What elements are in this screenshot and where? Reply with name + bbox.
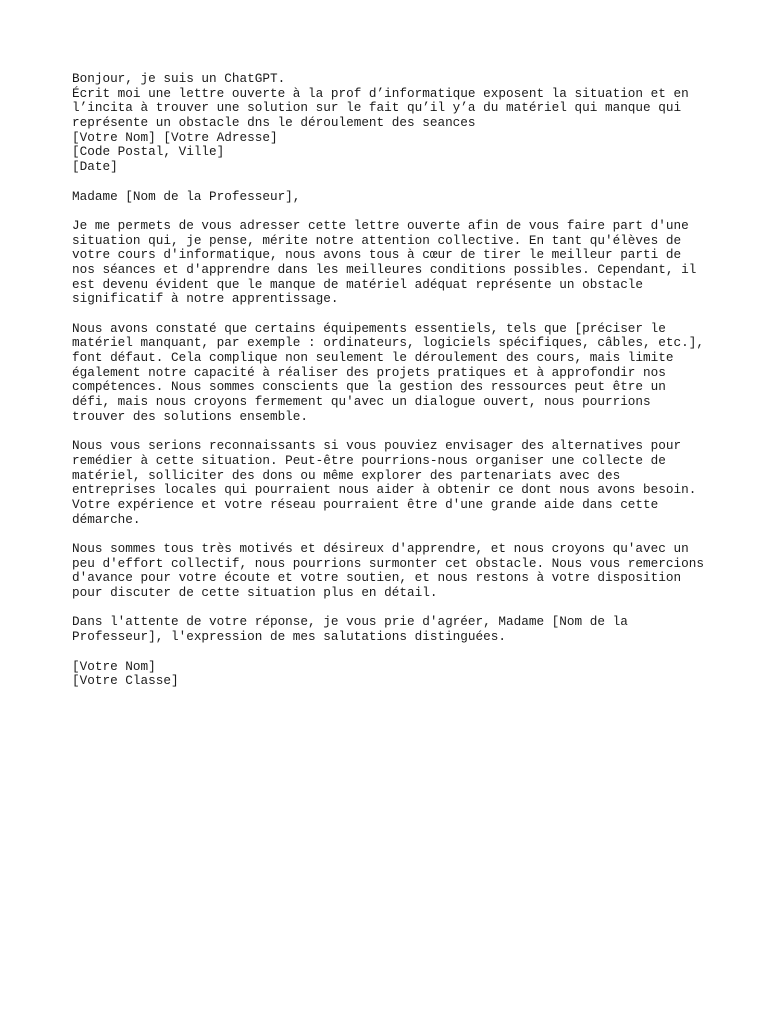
paragraph-line: compétences. Nous sommes conscients que la gestion des ressources peut être un <box>72 379 666 395</box>
paragraph-line: significatif à notre apprentissage. <box>72 291 339 307</box>
prompt-line: l’incita à trouver une solution sur le fait qu’il y’a du matériel qui manque qui <box>72 100 682 116</box>
prompt-line: Écrit moi une lettre ouverte à la prof d’informatique exposent la situation et en <box>72 85 689 101</box>
paragraph-line: est devenu évident que le manque de matériel adéquat représente un obstacle <box>72 276 644 292</box>
paragraph-4 <box>72 542 712 601</box>
spacer <box>72 204 712 219</box>
salutation: Madame [Nom de la Professeur], <box>72 188 301 204</box>
paragraph-line: font défaut. Cela complique non seulement le déroulement des cours, mais limite <box>72 350 674 366</box>
spacer <box>72 527 712 542</box>
paragraph-line: défi, mais nous croyons fermement qu'avec un dialogue ouvert, nous pourrions <box>72 394 651 410</box>
paragraph-1 <box>72 219 712 307</box>
letter-date: [Date] <box>72 159 118 175</box>
paragraph-line: trouver des solutions ensemble. <box>72 408 309 424</box>
spacer <box>72 425 712 440</box>
paragraph-line: d'avance pour votre écoute et votre soutien, et nous restons à votre disposition <box>72 570 682 586</box>
prompt-line: représente un obstacle dns le déroulement des seances <box>72 115 476 131</box>
paragraph-line: Nous avons constaté que certains équipements essentiels, tels que [préciser le <box>72 320 666 336</box>
paragraph-line: Nous vous serions reconnaissants si vous pouviez envisager des alternatives pour <box>72 438 682 454</box>
paragraph-line: matériel, solliciter des dons ou même explorer des partenariats avec des <box>72 467 621 483</box>
closing-paragraph <box>72 615 712 644</box>
sender-name-address: [Votre Nom] [Votre Adresse] <box>72 129 278 145</box>
paragraph-3 <box>72 439 712 527</box>
paragraph-line: matériel manquant, par exemple : ordinateurs, logiciels spécifiques, câbles, etc.], <box>72 335 704 351</box>
paragraph-line: Dans l'attente de votre réponse, je vous prie d'agréer, Madame [Nom de la <box>72 614 628 630</box>
paragraph-line: Je me permets de vous adresser cette lettre ouverte afin de vous faire part d'une <box>72 217 689 233</box>
signature-block <box>72 660 712 689</box>
paragraph-line: remédier à cette situation. Peut-être pourrions-nous organiser une collecte de <box>72 452 666 468</box>
spacer <box>72 307 712 322</box>
paragraph-line: démarche. <box>72 511 141 527</box>
spacer <box>72 601 712 616</box>
paragraph-2 <box>72 322 712 425</box>
paragraph-line: pour discuter de cette situation plus en détail. <box>72 585 438 601</box>
paragraph-line: situation qui, je pense, mérite notre attention collective. En tant qu'élèves de <box>72 232 682 248</box>
sender-postal-city: [Code Postal, Ville] <box>72 144 225 160</box>
paragraph-line: peu d'effort collectif, nous pourrions surmonter cet obstacle. Nous vous remercions <box>72 555 704 571</box>
paragraph-line: nos séances et d'apprendre dans les meilleures conditions possibles. Cependant, il <box>72 261 697 277</box>
paragraph-line: votre cours d'informatique, nous avons tous à cœur de tirer le meilleur parti de <box>72 247 682 263</box>
letter-document <box>72 72 712 689</box>
spacer <box>72 175 712 190</box>
signature-class: [Votre Classe] <box>72 673 179 689</box>
paragraph-line: également notre capacité à réaliser des projets pratiques et à approfondir nos <box>72 364 666 380</box>
prompt-block <box>72 72 712 131</box>
paragraph-line: entreprises locales qui pourraient nous aider à obtenir ce dont nous avons besoin. <box>72 482 697 498</box>
paragraph-line: Professeur], l'expression de mes salutations distinguées. <box>72 629 506 645</box>
spacer <box>72 645 712 660</box>
signature-name: [Votre Nom] <box>72 658 156 674</box>
paragraph-line: Votre expérience et votre réseau pourraient être d'une grande aide dans cette <box>72 496 659 512</box>
sender-header <box>72 131 712 175</box>
paragraph-line: Nous sommes tous très motivés et désireux d'apprendre, et nous croyons qu'avec un <box>72 541 689 556</box>
prompt-line: Bonjour, je suis un ChatGPT. <box>72 71 286 86</box>
